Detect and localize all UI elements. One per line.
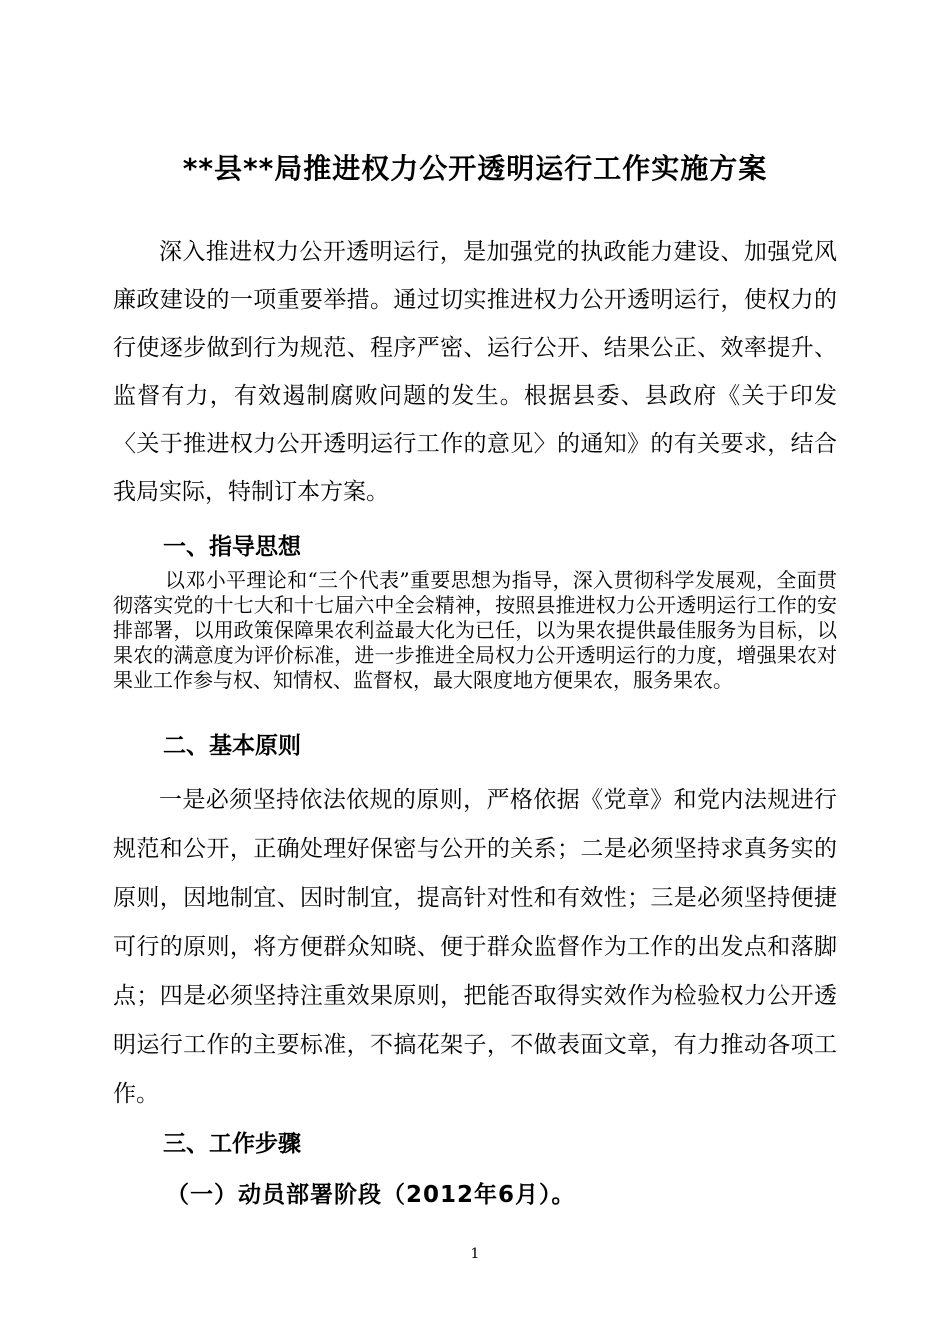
section-heading-work-steps: 三、工作步骤	[163, 1131, 301, 1157]
section-heading-guiding-ideology: 一、指导思想	[163, 534, 301, 560]
guiding-ideology-paragraph: 以邓小平理论和“三个代表”重要思想为指导，深入贯彻科学发展观，全面贯彻落实党的十七大和十七届六中全会精神，按照县推进权力公开透明运行工作的安排部署，以用政策保障果农利益最大化为已任，以为果农提供最佳服务为目标，以果农的满意度为评价标准，进一步推进全局权力公开透明运行的力度，增强果农对果业工作参与权、知情权、监督权，最大限度地方便果农，服务果农。	[113, 568, 837, 692]
subheading-mobilization-stage: （一）动员部署阶段（2012年6月）。	[166, 1182, 576, 1208]
document-title: **县**局推进权力公开透明运行工作实施方案	[182, 151, 768, 185]
basic-principles-paragraph: 一是必须坚持依法依规的原则，严格依据《党章》和党内法规进行规范和公开，正确处理好保密与公开的关系；二是必须坚持求真务实的原则，因地制宜、因时制宜，提高针对性和有效性；三是必须坚持便捷可行的原则，将方便群众知晓、便于群众监督作为工作的出发点和落脚点；四是必须坚持注重效果原则，把能否取得实效作为检验权力公开透明运行工作的主要标准，不搞花架子，不做表面文章，有力推动各项工作。	[113, 787, 837, 1107]
intro-paragraph: 深入推进权力公开透明运行，是加强党的执政能力建设、加强党风廉政建设的一项重要举措。通过切实推进权力公开透明运行，使权力的行使逐步做到行为规范、程序严密、运行公开、结果公正、效率提升、监督有力，有效遏制腐败问题的发生。根据县委、县政府《关于印发〈关于推进权力公开透明运行工作的意见〉的通知》的有关要求，结合我局实际，特制订本方案。	[113, 239, 837, 505]
page-number: 1	[470, 1246, 480, 1262]
section-heading-basic-principles: 二、基本原则	[163, 733, 301, 759]
